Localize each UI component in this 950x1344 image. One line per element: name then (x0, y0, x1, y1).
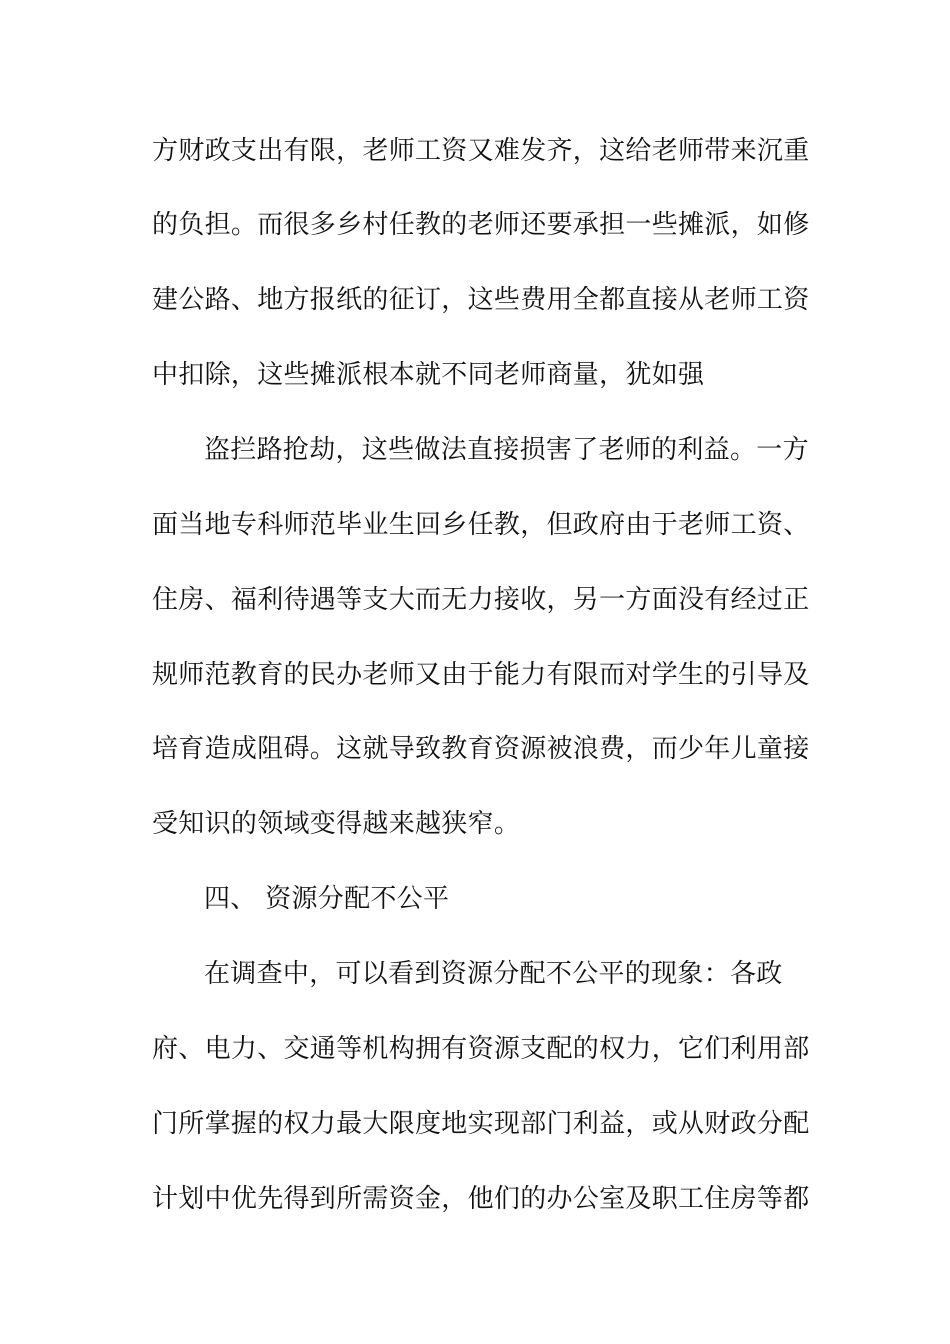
paragraph-line: 方财政支出有限，老师工资又难发齐，这给老师带来沉重 (152, 136, 810, 166)
paragraph-line: 计划中优先得到所需资金，他们的办公室及职工住房等都 (152, 1184, 810, 1214)
section-heading: 四、 资源分配不公平 (204, 884, 450, 914)
paragraph-line: 建公路、地方报纸的征订，这些费用全都直接从老师工资 (152, 285, 810, 315)
paragraph-line: 府、电力、交通等机构拥有资源支配的权力，它们利用部 (152, 1034, 810, 1064)
paragraph-line: 培育造成阻碍。这就导致教育资源被浪费，而少年儿童接 (152, 734, 810, 764)
paragraph-line: 住房、福利待遇等支大而无力接收，另一方面没有经过正 (152, 585, 810, 615)
paragraph-line: 中扣除，这些摊派根本就不同老师商量，犹如强 (152, 360, 705, 390)
paragraph-line: 受知识的领域变得越来越狭窄。 (152, 809, 521, 839)
paragraph-line: 规师范教育的民办老师又由于能力有限而对学生的引导及 (152, 660, 810, 690)
paragraph-line: 在调查中，可以看到资源分配不公平的现象：各政 (204, 959, 783, 989)
paragraph-line: 面当地专科师范毕业生回乡任教，但政府由于老师工资、 (152, 510, 810, 540)
paragraph-line: 盗拦路抢劫，这些做法直接损害了老师的利益。一方 (204, 435, 809, 465)
paragraph-line: 门所掌握的权力最大限度地实现部门利益，或从财政分配 (152, 1109, 810, 1139)
paragraph-line: 的负担。而很多乡村任教的老师还要承担一些摊派，如修 (152, 210, 810, 240)
